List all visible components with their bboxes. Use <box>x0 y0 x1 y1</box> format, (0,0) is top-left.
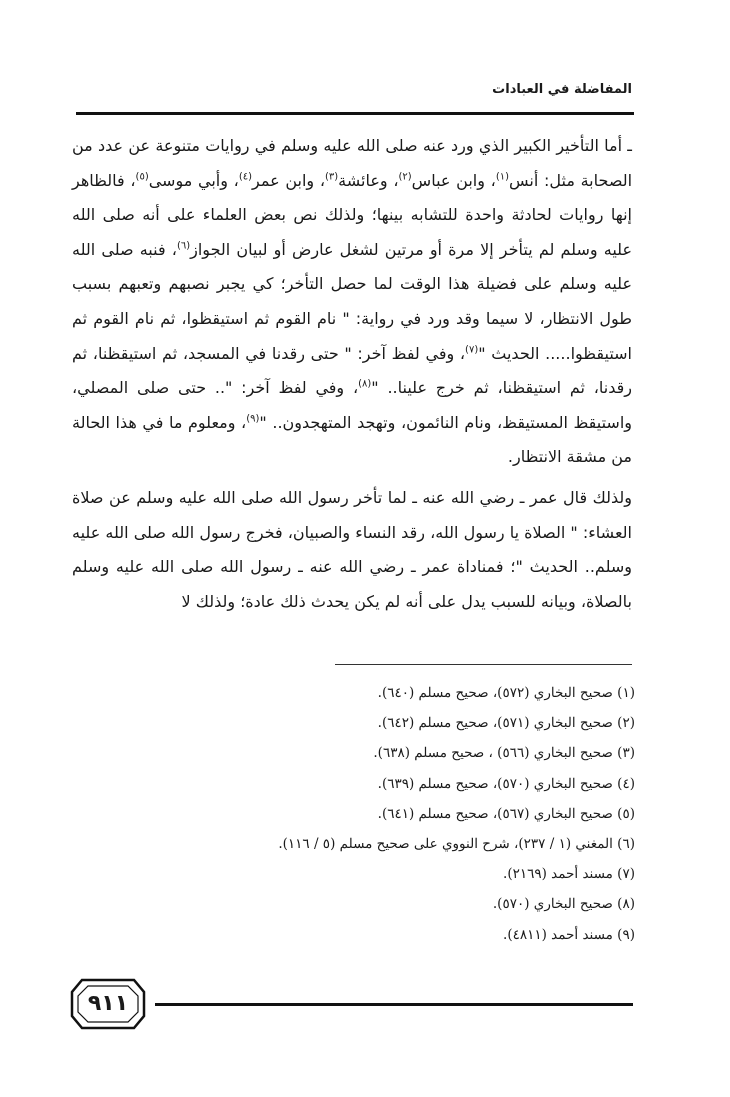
footnote-ref[interactable]: (٢) <box>398 171 412 183</box>
footnote-ref[interactable]: (٩) <box>246 413 260 425</box>
page-number: ٩١١ <box>87 991 129 1016</box>
text-run: ، وفي لفظ آخر: ".. حتى صلى المصلي، واستيقظ المستيقظ، ونام النائمون، وتهجد المتهجدون.. " <box>72 378 633 432</box>
footnote-3: (٣) صحيح البخاري (٥٦٦) ، صحيح مسلم (٦٣٨). <box>373 745 635 762</box>
text-run: ، فنبه صلى الله عليه وسلم على فضيلة هذا الوقت لما حصل التأخر؛ كي يجبر نصبهم وتعبهم بسبب طول الانتظار، لا سيما وقد ورد في رواية: " نام القوم ثم استيقظوا، ثم نام القوم ثم استيقظوا..... الحديث " <box>72 239 633 363</box>
footnote-separator <box>335 664 632 665</box>
text-run: ، وابن عباس <box>411 170 496 190</box>
footnote-9: (٩) مسند أحمد (٤٨١١). <box>503 926 635 943</box>
text-run: ، وابن عمر <box>252 170 325 190</box>
running-header <box>76 82 632 97</box>
footnote-1: (١) صحيح البخاري (٥٧٢)، صحيح مسلم (٦٤٠). <box>377 685 635 701</box>
text-run: ـ أما التأخير الكبير الذي ورد عنه صلى الله عليه وسلم في روايات متنوعة عن عدد من الصحابة مثل: أنس <box>72 136 633 190</box>
footnote-2: (٢) صحيح البخاري (٥٧١)، صحيح مسلم (٦٤٢). <box>377 715 635 732</box>
footnote-4: (٤) صحيح البخاري (٥٧٠)، صحيح مسلم (٦٣٩). <box>377 775 635 792</box>
text-run: ، وأبي موسى <box>148 170 239 190</box>
footnote-ref[interactable]: (٧) <box>465 344 479 356</box>
text-run: ، ومعلوم ما في هذا الحالة من مشقة الانتظار. <box>72 412 632 467</box>
footnote-ref[interactable]: (٣) <box>324 171 339 183</box>
paragraph-2: ولذلك قال عمر ـ رضي الله عنه ـ لما تأخر رسول الله صلى الله عليه وسلم عن صلاة العشاء: " الصلاة يا رسول الله، رقد النساء والصبيان، فخرج رسول الله صلى الله عليه وسلم.. الحديث "؛ فمناداة عمر ـ رضي الله عنه ـ رسول الله صلى الله عليه وسلم بالصلاة، وبيانه للسبب يدل على أنه لم يكن يحدث ذلك عادة؛ ولذلك لا <box>72 487 632 611</box>
main-text <box>72 129 632 619</box>
footnote-ref[interactable]: (٦) <box>176 240 191 252</box>
footnote-7: (٧) مسند أحمد (٢١٦٩). <box>503 866 635 883</box>
footnote-6: (٦) المغني (١ / ٢٣٧)، شرح النووي على صحيح مسلم (٥ / ١١٦). <box>278 836 635 853</box>
footnote-ref[interactable]: (١) <box>495 171 509 183</box>
text-run: ، فالظاهر إنها روايات لحادثة واحدة للتشابه بينها؛ ولذلك نص بعض العلماء على أنه صلى الله عليه وسلم لم يتأخر إلا مرة أو مرتين لشغل عارض أو لبيان الجواز <box>72 170 633 259</box>
page-number-badge <box>68 972 148 1036</box>
footnote-ref[interactable]: (٥) <box>135 171 149 183</box>
header-rule <box>76 112 634 115</box>
footnote-5: (٥) صحيح البخاري (٥٦٧)، صحيح مسلم (٦٤١). <box>377 805 635 822</box>
footnote-ref[interactable]: (٤) <box>238 171 252 183</box>
running-header-title: المفاضلة في العبادات <box>492 82 632 97</box>
footnote-8: (٨) صحيح البخاري (٥٧٠). <box>492 896 635 913</box>
footnotes <box>72 678 635 950</box>
footnote-ref[interactable]: (٨) <box>358 378 372 390</box>
text-run: ، وفي لفظ آخر: " حتى رقدنا في المسجد، ثم استيقظنا، ثم رقدنا، ثم استيقظنا، ثم خرج علينا.. " <box>72 343 633 398</box>
paragraph-1 <box>72 129 632 475</box>
text-run: ، وعائشة <box>338 170 399 190</box>
footer-rule <box>155 1003 633 1006</box>
